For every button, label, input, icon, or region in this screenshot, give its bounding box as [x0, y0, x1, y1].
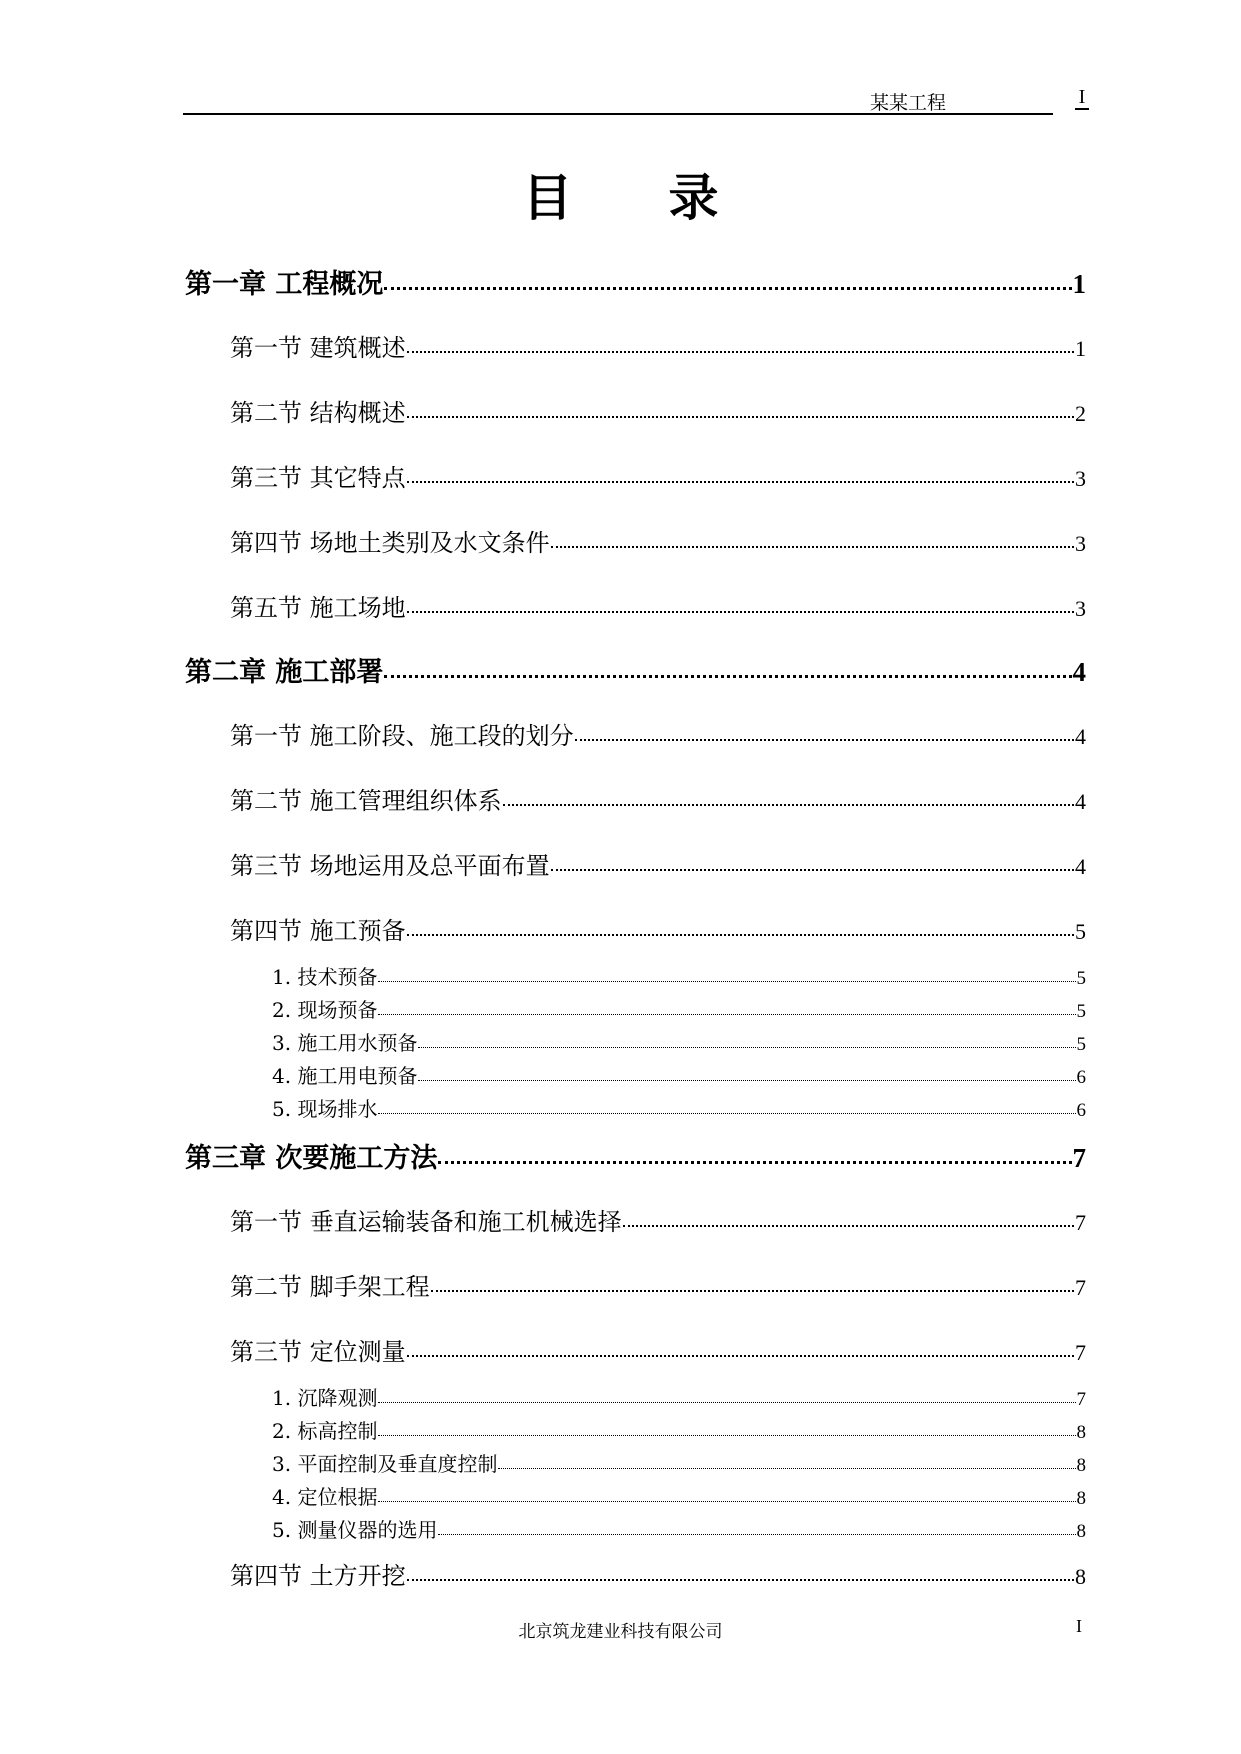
toc-entry-page: 7	[1075, 1340, 1086, 1365]
toc-entry-label: 第三章 次要施工方法	[185, 1143, 438, 1174]
dot-leader	[384, 287, 1071, 290]
toc-entry-page: 2	[1075, 401, 1086, 426]
dot-leader	[407, 934, 1074, 936]
toc-subsection-row[interactable]	[272, 1481, 1086, 1510]
toc-section-row[interactable]	[230, 781, 1086, 816]
dot-leader	[551, 869, 1074, 871]
toc-entry-label: 第五节 施工场地	[230, 594, 406, 622]
dot-leader	[623, 1225, 1074, 1227]
footer-page-number: I	[1076, 1616, 1082, 1636]
toc-entry-page: 4	[1072, 657, 1086, 687]
toc-entry-page: 4	[1075, 789, 1086, 814]
toc-entry-label: 第三节 定位测量	[230, 1338, 406, 1366]
toc-entry-label: 3. 施工用水预备	[272, 1031, 418, 1055]
toc-entry-label: 2. 标高控制	[272, 1419, 378, 1443]
toc-entry-page: 8	[1076, 1422, 1086, 1443]
toc-entry-label: 第四节 施工预备	[230, 917, 406, 945]
dot-leader	[407, 1579, 1074, 1581]
toc-entry-page: 8	[1076, 1455, 1086, 1476]
toc-subsection-row[interactable]	[272, 1415, 1086, 1444]
toc-subsection-row[interactable]	[272, 994, 1086, 1023]
toc-entry-label: 5. 测量仪器的选用	[272, 1518, 438, 1542]
toc-section-row[interactable]	[230, 1202, 1086, 1237]
toc-entry-page: 6	[1076, 1100, 1086, 1121]
toc-entry-label: 第二章 施工部署	[185, 657, 384, 688]
toc-section-row[interactable]	[230, 846, 1086, 881]
toc-entry-label: 5. 现场排水	[272, 1097, 378, 1121]
toc-entry-label: 4. 定位根据	[272, 1485, 378, 1509]
toc-chapter-row[interactable]	[185, 650, 1086, 689]
toc-entry-label: 第四节 场地土类别及水文条件	[230, 529, 550, 557]
toc-section-row[interactable]	[230, 328, 1086, 363]
page-title: 目录	[522, 169, 815, 227]
toc-subsection-row[interactable]	[272, 961, 1086, 990]
toc-entry-page: 1	[1075, 336, 1086, 361]
toc-entry-label: 第二节 施工管理组织体系	[230, 787, 502, 815]
dot-leader	[378, 1402, 1075, 1403]
toc-entry-page: 4	[1075, 724, 1086, 749]
toc-entry-label: 第三节 其它特点	[230, 464, 406, 492]
toc-section-row[interactable]	[230, 1267, 1086, 1302]
toc-section-row[interactable]	[230, 716, 1086, 751]
toc-entry-page: 7	[1076, 1389, 1086, 1410]
toc-subsection-row[interactable]	[272, 1060, 1086, 1089]
toc-subsection-row[interactable]	[272, 1027, 1086, 1056]
toc-entry-label: 第二节 脚手架工程	[230, 1273, 430, 1301]
dot-leader	[407, 1355, 1074, 1357]
dot-leader	[378, 1501, 1075, 1502]
toc-entry-label: 1. 沉降观测	[272, 1386, 378, 1410]
toc-entry-label: 第一节 建筑概述	[230, 334, 406, 362]
toc-entry-page: 5	[1075, 919, 1086, 944]
dot-leader	[378, 1014, 1075, 1015]
toc-entry-page: 3	[1075, 596, 1086, 621]
toc-entry-page: 7	[1075, 1275, 1086, 1300]
toc-entry-label: 第二节 结构概述	[230, 399, 406, 427]
dot-leader	[498, 1468, 1075, 1469]
toc-entry-page: 3	[1075, 531, 1086, 556]
dot-leader	[378, 1113, 1075, 1114]
dot-leader	[384, 675, 1071, 678]
dot-leader	[378, 1435, 1075, 1436]
toc-entry-label: 第四节 土方开挖	[230, 1562, 406, 1590]
toc-subsection-row[interactable]	[272, 1382, 1086, 1411]
dot-leader	[431, 1290, 1074, 1292]
toc-section-row[interactable]	[230, 1332, 1086, 1367]
dot-leader	[407, 611, 1074, 613]
toc-entry-page: 7	[1075, 1210, 1086, 1235]
toc-section-row[interactable]	[230, 588, 1086, 623]
toc-entry-page: 8	[1076, 1488, 1086, 1509]
toc-entry-label: 3. 平面控制及垂直度控制	[272, 1452, 498, 1476]
dot-leader	[407, 416, 1074, 418]
toc-entry-label: 第一章 工程概况	[185, 269, 384, 300]
dot-leader	[407, 351, 1074, 353]
toc-section-row[interactable]	[230, 1556, 1086, 1591]
toc-section-row[interactable]	[230, 458, 1086, 493]
toc-entry-label: 4. 施工用电预备	[272, 1064, 418, 1088]
toc-entry-page: 6	[1076, 1067, 1086, 1088]
toc-entry-label: 2. 现场预备	[272, 998, 378, 1022]
toc-section-row[interactable]	[230, 523, 1086, 558]
dot-leader	[438, 1161, 1071, 1164]
toc-section-row[interactable]	[230, 393, 1086, 428]
toc-chapter-row[interactable]	[185, 262, 1086, 301]
toc-entry-page: 1	[1072, 269, 1086, 299]
toc-entry-page: 4	[1075, 854, 1086, 879]
footer-company-name: 北京筑龙建业科技有限公司	[518, 1622, 723, 1642]
toc-section-row[interactable]	[230, 911, 1086, 946]
toc-entry-page: 3	[1075, 466, 1086, 491]
dot-leader	[407, 481, 1074, 483]
dot-leader	[418, 1047, 1075, 1048]
dot-leader	[503, 804, 1074, 806]
dot-leader	[551, 546, 1074, 548]
toc-entry-page: 5	[1076, 968, 1086, 989]
dot-leader	[418, 1080, 1075, 1081]
toc-entry-label: 1. 技术预备	[272, 965, 378, 989]
toc-entry-page: 8	[1076, 1521, 1086, 1542]
toc-subsection-row[interactable]	[272, 1093, 1086, 1122]
dot-leader	[575, 739, 1074, 741]
header-project-name: 某某工程	[869, 92, 946, 114]
toc-entry-label: 第一节 施工阶段、施工段的划分	[230, 722, 574, 750]
toc-subsection-row[interactable]	[272, 1448, 1086, 1477]
header-page-number: I	[1075, 86, 1089, 110]
toc-entry-label: 第三节 场地运用及总平面布置	[230, 852, 550, 880]
toc-entry-page: 5	[1076, 1034, 1086, 1055]
dot-leader	[378, 981, 1075, 982]
toc-entry-label: 第一节 垂直运输装备和施工机械选择	[230, 1208, 622, 1236]
toc-subsection-row[interactable]	[272, 1514, 1086, 1543]
toc-entry-page: 7	[1072, 1143, 1086, 1173]
toc-entry-page: 5	[1076, 1001, 1086, 1022]
dot-leader	[438, 1534, 1075, 1535]
toc-entry-page: 8	[1075, 1564, 1086, 1589]
toc-chapter-row[interactable]	[185, 1136, 1086, 1175]
